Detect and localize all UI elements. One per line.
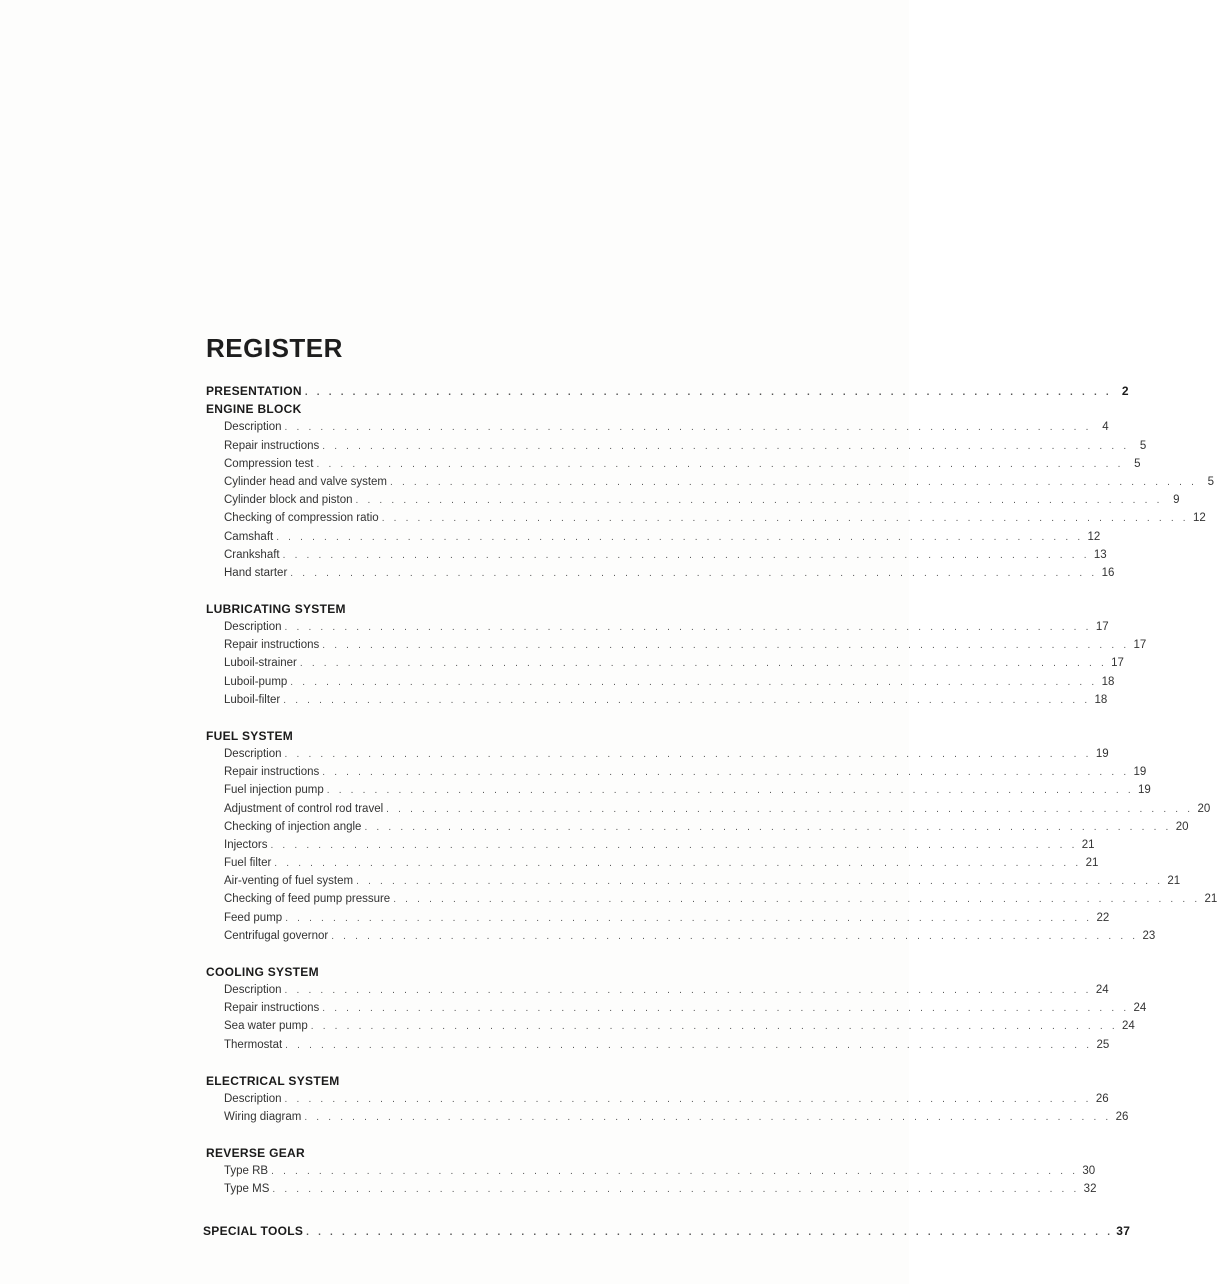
toc-entry[interactable]: Description . . . . . . . . . . . . . . . . . . . . . . . . . . . . . . . . . . . . . . . . . . . . . . . . . . . . . . . . . . . . . . . . . . . . 4 [224,421,1109,434]
section-reverse-gear-items [206,1162,1097,1198]
toc-entry[interactable]: Checking of feed pump pressure . . . . . . . . . . . . . . . . . . . . . . . . . . . . . . . . . . . . . . . . . . . . . . . . . . . . . . . . . . . . . . . . . . . . 21 [224,893,1217,906]
section-heading-lubricating-system: LUBRICATING SYSTEM [206,601,346,616]
toc-entry[interactable]: Thermostat . . . . . . . . . . . . . . . . . . . . . . . . . . . . . . . . . . . . . . . . . . . . . . . . . . . . . . . . . . . . . . . . . . . . 25 [224,1038,1110,1051]
toc-entry[interactable]: Crankshaft . . . . . . . . . . . . . . . . . . . . . . . . . . . . . . . . . . . . . . . . . . . . . . . . . . . . . . . . . . . . . . . . . . . . 13 [224,548,1107,561]
toc-entry[interactable]: Repair instructions . . . . . . . . . . . . . . . . . . . . . . . . . . . . . . . . . . . . . . . . . . . . . . . . . . . . . . . . . . . . . . . . . . . . 24 [224,1002,1147,1015]
section-lubricating-system-items [206,618,1147,709]
toc-entry-presentation[interactable] [206,382,1129,400]
toc-entry[interactable]: Cylinder head and valve system . . . . . . . . . . . . . . . . . . . . . . . . . . . . . . . . . . . . . . . . . . . . . . . . . . . . . . . . . . . . . . . . . . . . 5 [224,475,1215,488]
toc-entry-special-tools[interactable]: SPECIAL TOOLS . . . . . . . . . . . . . . . . . . . . . . . . . . . . . . . . . . . . . . . . . . . . . . . . . . . . . . . . . . . . . . . . . . . . 37 [203,1224,1131,1238]
section-gap [206,709,776,727]
toc-entry[interactable]: Repair instructions . . . . . . . . . . . . . . . . . . . . . . . . . . . . . . . . . . . . . . . . . . . . . . . . . . . . . . . . . . . . . . . . . . . . 17 [224,639,1147,652]
section-heading-fuel-system: FUEL SYSTEM [206,728,294,743]
section-cooling-system-items [206,981,1147,1054]
toc-entry[interactable]: Sea water pump . . . . . . . . . . . . . . . . . . . . . . . . . . . . . . . . . . . . . . . . . . . . . . . . . . . . . . . . . . . . . . . . . . . . 24 [224,1020,1135,1033]
section-engine-block-items [206,418,1215,582]
toc-entry[interactable]: Cylinder block and piston . . . . . . . . . . . . . . . . . . . . . . . . . . . . . . . . . . . . . . . . . . . . . . . . . . . . . . . . . . . . . . . . . . . . 9 [224,494,1180,507]
toc-page-number: 2 [1121,384,1129,398]
toc-entry[interactable]: Centrifugal governor . . . . . . . . . . . . . . . . . . . . . . . . . . . . . . . . . . . . . . . . . . . . . . . . . . . . . . . . . . . . . . . . . . . . 23 [224,929,1156,942]
toc-entry[interactable]: Fuel injection pump . . . . . . . . . . . . . . . . . . . . . . . . . . . . . . . . . . . . . . . . . . . . . . . . . . . . . . . . . . . . . . . . . . . . 19 [224,784,1151,797]
toc-entry[interactable]: Camshaft . . . . . . . . . . . . . . . . . . . . . . . . . . . . . . . . . . . . . . . . . . . . . . . . . . . . . . . . . . . . . . . . . . . . 12 [224,530,1101,543]
section-heading-electrical-system: ELECTRICAL SYSTEM [206,1073,340,1088]
section-heading-cooling-system: COOLING SYSTEM [206,964,319,979]
toc-entry[interactable]: Wiring diagram . . . . . . . . . . . . . . . . . . . . . . . . . . . . . . . . . . . . . . . . . . . . . . . . . . . . . . . . . . . . . . . . . . . . 26 [224,1110,1129,1123]
toc-entry[interactable]: Luboil-filter . . . . . . . . . . . . . . . . . . . . . . . . . . . . . . . . . . . . . . . . . . . . . . . . . . . . . . . . . . . . . . . . . . . . 18 [224,693,1108,706]
toc-entry[interactable]: Checking of injection angle . . . . . . . . . . . . . . . . . . . . . . . . . . . . . . . . . . . . . . . . . . . . . . . . . . . . . . . . . . . . . . . . . . . . 20 [224,820,1189,833]
toc-entry[interactable]: Repair instructions . . . . . . . . . . . . . . . . . . . . . . . . . . . . . . . . . . . . . . . . . . . . . . . . . . . . . . . . . . . . . . . . . . . . 5 [224,439,1147,452]
toc-entry[interactable]: Description . . . . . . . . . . . . . . . . . . . . . . . . . . . . . . . . . . . . . . . . . . . . . . . . . . . . . . . . . . . . . . . . . . . . 19 [224,747,1109,760]
toc-entry[interactable]: Feed pump . . . . . . . . . . . . . . . . . . . . . . . . . . . . . . . . . . . . . . . . . . . . . . . . . . . . . . . . . . . . . . . . . . . . 22 [224,911,1110,924]
section-heading-engine-block: ENGINE BLOCK [206,402,302,417]
toc-entry[interactable]: Repair instructions . . . . . . . . . . . . . . . . . . . . . . . . . . . . . . . . . . . . . . . . . . . . . . . . . . . . . . . . . . . . . . . . . . . . 19 [224,766,1147,779]
toc-entry[interactable]: Description . . . . . . . . . . . . . . . . . . . . . . . . . . . . . . . . . . . . . . . . . . . . . . . . . . . . . . . . . . . . . . . . . . . . 17 [224,621,1109,634]
toc-entry[interactable]: Checking of compression ratio . . . . . . . . . . . . . . . . . . . . . . . . . . . . . . . . . . . . . . . . . . . . . . . . . . . . . . . . . . . . . . . . . . . . 12 [224,512,1206,525]
section-fuel-system-items [206,745,1217,945]
toc-entry[interactable]: Luboil-pump . . . . . . . . . . . . . . . . . . . . . . . . . . . . . . . . . . . . . . . . . . . . . . . . . . . . . . . . . . . . . . . . . . . . 18 [224,675,1115,688]
dot-leader: . . . . . . . . . . . . . . . . . . . . . . . . . . . . . . . . . . . . . . . . . . . . . . . . . . . . . . . . . . . . . . . . . . . . [304,387,1112,398]
table-of-contents [206,382,1217,1198]
section-gap [206,1054,776,1072]
toc-entry[interactable]: Type MS . . . . . . . . . . . . . . . . . . . . . . . . . . . . . . . . . . . . . . . . . . . . . . . . . . . . . . . . . . . . . . . . . . . . 32 [224,1183,1097,1196]
toc-entry[interactable]: Hand starter . . . . . . . . . . . . . . . . . . . . . . . . . . . . . . . . . . . . . . . . . . . . . . . . . . . . . . . . . . . . . . . . . . . . 16 [224,566,1115,579]
section-gap [206,945,776,963]
toc-entry[interactable]: Type RB . . . . . . . . . . . . . . . . . . . . . . . . . . . . . . . . . . . . . . . . . . . . . . . . . . . . . . . . . . . . . . . . . . . . 30 [224,1165,1096,1178]
toc-entry[interactable]: Compression test . . . . . . . . . . . . . . . . . . . . . . . . . . . . . . . . . . . . . . . . . . . . . . . . . . . . . . . . . . . . . . . . . . . . 5 [224,457,1141,470]
toc-entry[interactable]: Description . . . . . . . . . . . . . . . . . . . . . . . . . . . . . . . . . . . . . . . . . . . . . . . . . . . . . . . . . . . . . . . . . . . . 24 [224,984,1109,997]
toc-entry[interactable]: Description . . . . . . . . . . . . . . . . . . . . . . . . . . . . . . . . . . . . . . . . . . . . . . . . . . . . . . . . . . . . . . . . . . . . 26 [224,1092,1109,1105]
toc-entry[interactable]: Air-venting of fuel system . . . . . . . . . . . . . . . . . . . . . . . . . . . . . . . . . . . . . . . . . . . . . . . . . . . . . . . . . . . . . . . . . . . . 21 [224,875,1181,888]
toc-entry[interactable]: Fuel filter . . . . . . . . . . . . . . . . . . . . . . . . . . . . . . . . . . . . . . . . . . . . . . . . . . . . . . . . . . . . . . . . . . . . 21 [224,857,1099,870]
toc-entry[interactable]: Luboil-strainer . . . . . . . . . . . . . . . . . . . . . . . . . . . . . . . . . . . . . . . . . . . . . . . . . . . . . . . . . . . . . . . . . . . . 17 [224,657,1124,670]
section-gap [206,582,776,600]
section-heading-reverse-gear: REVERSE GEAR [206,1145,305,1160]
cropped-bottom-entry [200,1222,1131,1238]
toc-entry-label: PRESENTATION [206,384,302,398]
toc-entry[interactable]: Injectors . . . . . . . . . . . . . . . . . . . . . . . . . . . . . . . . . . . . . . . . . . . . . . . . . . . . . . . . . . . . . . . . . . . . 21 [224,838,1095,851]
section-electrical-system-items [206,1090,1129,1126]
page-title: REGISTER [206,333,343,363]
toc-entry[interactable]: Adjustment of control rod travel . . . . . . . . . . . . . . . . . . . . . . . . . . . . . . . . . . . . . . . . . . . . . . . . . . . . . . . . . . . . . . . . . . . . 20 [224,802,1211,815]
section-gap [206,1126,776,1144]
